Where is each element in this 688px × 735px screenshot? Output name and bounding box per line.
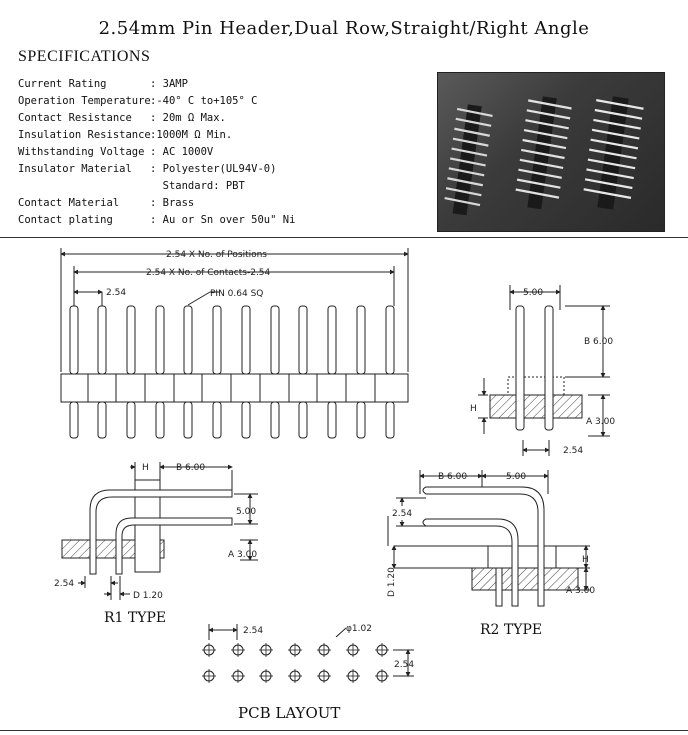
pcb-hole-diameter: φ1.02	[346, 624, 372, 634]
spec-value: : 20m Ω Max.	[150, 112, 226, 124]
spec-label: Contact plating	[18, 214, 113, 226]
dim-positions: 2.54 X No. of Positions	[166, 250, 267, 260]
r1-view	[62, 462, 258, 600]
r2-view	[388, 470, 590, 606]
r1-a: A 3.00	[228, 550, 258, 560]
pcb-pitch-x: 2.54	[243, 626, 264, 636]
spec-label: Insulator Material	[18, 163, 132, 175]
spec-label: Contact Material	[18, 197, 120, 209]
side-h: H	[470, 404, 477, 414]
r2-500: 5.00	[506, 472, 527, 482]
r2-a: A 3.00	[566, 586, 596, 596]
r2-h: H	[582, 555, 589, 565]
side-pitch: 2.54	[563, 446, 584, 456]
pcb-layout	[202, 624, 414, 683]
side-view	[478, 285, 610, 456]
dim-contacts: 2.54 X No. of Contacts-2.54	[146, 268, 271, 278]
r1-500: 5.00	[236, 507, 257, 517]
spec-value: : 3AMP	[150, 78, 188, 90]
r1-type-label: R1 TYPE	[104, 610, 167, 626]
spec-value: : Polyester(UL94V-0)	[150, 163, 277, 175]
spec-label: Current Rating	[18, 78, 107, 90]
dim-pitch: 2.54	[106, 288, 127, 298]
spec-label: Insulation Resistance	[18, 129, 151, 141]
side-b: B 6.00	[584, 337, 614, 347]
spec-value: : AC 1000V	[150, 146, 214, 158]
side-a: A 3.00	[586, 417, 616, 427]
r2-type-label: R2 TYPE	[480, 622, 543, 638]
spec-label: Operation Temperature	[18, 95, 151, 107]
r2-pitch: 2.54	[392, 509, 413, 519]
spec-value: :1000M Ω Min.	[150, 129, 233, 141]
spec-value: : Au or Sn over 50u" Ni	[150, 214, 296, 226]
r1-h: H	[142, 463, 149, 473]
page-title: 2.54mm Pin Header,Dual Row,Straight/Right Angle	[98, 18, 590, 39]
front-pins	[70, 306, 394, 438]
spec-label: Withstanding Voltage	[18, 146, 145, 158]
r2-b: B 6.00	[438, 472, 468, 482]
pcb-pitch-y: 2.54	[394, 660, 415, 670]
r1-b: B 6.00	[176, 463, 206, 473]
spec-value: Standard: PBT	[150, 180, 245, 192]
spec-value: : Brass	[150, 197, 195, 209]
specifications-heading: SPECIFICATIONS	[18, 48, 151, 65]
r1-d: D 1.20	[133, 591, 163, 601]
dim-pin: PIN 0.64 SQ	[210, 289, 264, 299]
spec-value: :-40° C to+105° C	[150, 95, 258, 107]
r1-pitch: 2.54	[54, 579, 75, 589]
pcb-layout-label: PCB LAYOUT	[238, 704, 341, 722]
spec-label: Contact Resistance	[18, 112, 132, 124]
side-width: 5.00	[523, 288, 544, 298]
r2-d: D 1.20	[387, 567, 397, 597]
